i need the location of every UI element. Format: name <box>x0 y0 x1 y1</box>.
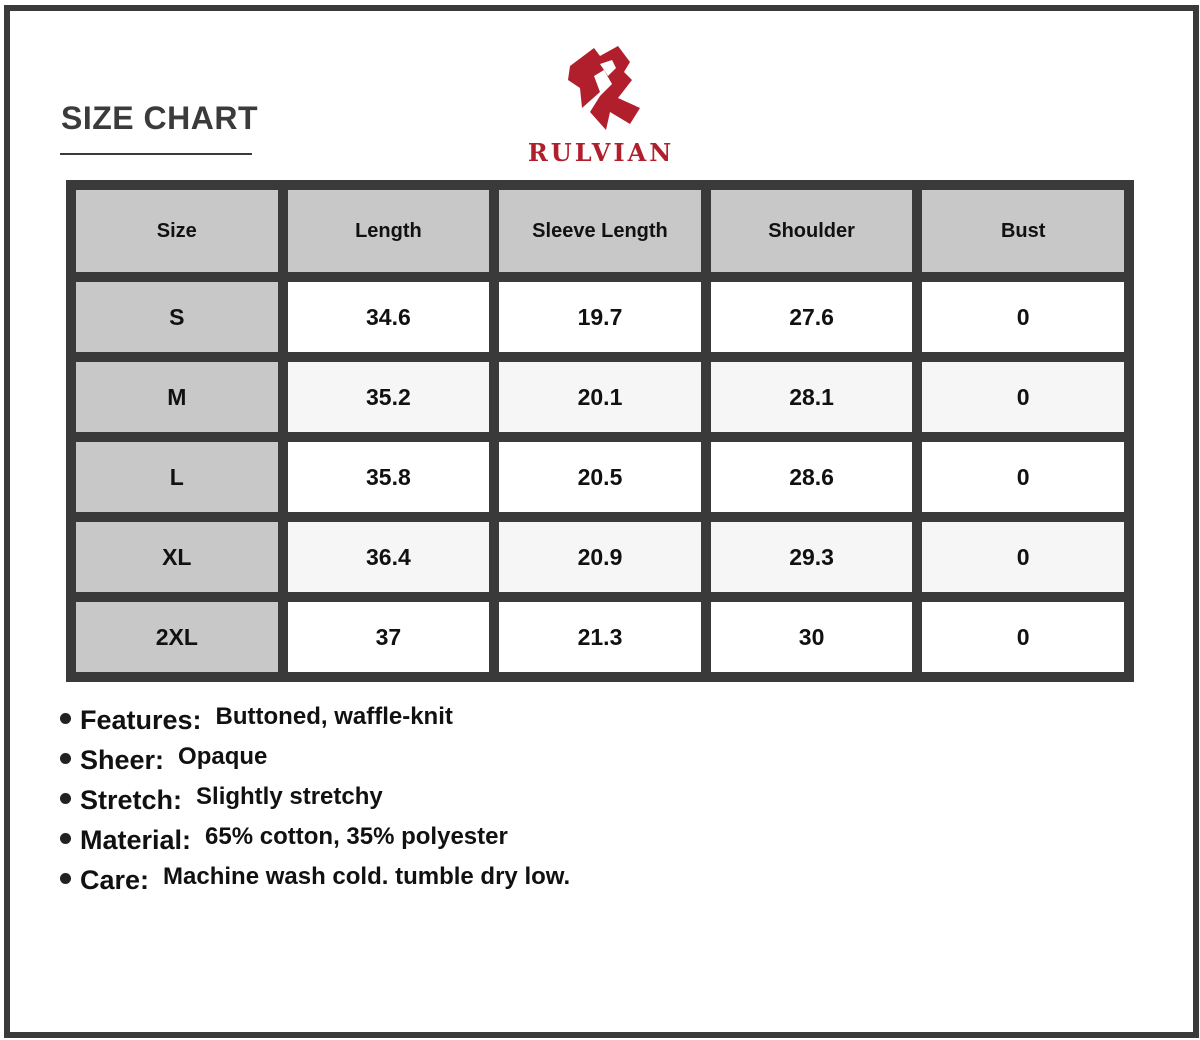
column-header: Size <box>76 190 278 272</box>
detail-value: Slightly stretchy <box>196 783 383 810</box>
sleeve-length-cell: 19.7 <box>499 282 701 352</box>
bust-cell: 0 <box>922 602 1124 672</box>
sleeve-length-cell: 20.9 <box>499 522 701 592</box>
table-row <box>76 282 1124 352</box>
shoulder-cell: 28.1 <box>711 362 913 432</box>
length-cell: 35.2 <box>288 362 490 432</box>
detail-value: 65% cotton, 35% polyester <box>205 823 508 850</box>
bullet-icon <box>60 793 71 804</box>
detail-label: Features: <box>80 704 202 735</box>
page-title: SIZE CHART <box>61 100 258 136</box>
list-item <box>60 820 960 860</box>
detail-label: Care: <box>80 864 150 895</box>
bust-cell: 0 <box>922 522 1124 592</box>
sleeve-length-cell: 21.3 <box>499 602 701 672</box>
shoulder-cell: 30 <box>711 602 913 672</box>
size-cell: L <box>76 442 278 512</box>
list-item <box>60 780 960 820</box>
column-header: Shoulder <box>711 190 913 272</box>
detail-label: Sheer: <box>80 744 165 775</box>
sleeve-length-cell: 20.1 <box>499 362 701 432</box>
bust-cell: 0 <box>922 362 1124 432</box>
bullet-icon <box>60 833 71 844</box>
detail-label: Stretch: <box>80 784 183 815</box>
table-row <box>76 362 1124 432</box>
length-cell: 35.8 <box>288 442 490 512</box>
detail-value: Machine wash cold. tumble dry low. <box>163 863 571 890</box>
detail-value: Buttoned, waffle-knit <box>215 703 453 730</box>
bullet-icon <box>60 873 71 884</box>
table-row <box>76 602 1124 672</box>
shoulder-cell: 28.6 <box>711 442 913 512</box>
rulvian-r-logo-icon <box>560 42 644 136</box>
bust-cell: 0 <box>922 282 1124 352</box>
list-item <box>60 700 960 740</box>
table-header-row <box>76 190 1124 272</box>
table-row <box>76 522 1124 592</box>
brand-name: RULVIAN <box>527 138 675 167</box>
column-header: Length <box>288 190 490 272</box>
detail-label: Material: <box>80 824 192 855</box>
detail-value: Opaque <box>178 743 268 770</box>
bullet-icon <box>60 753 71 764</box>
size-chart-table <box>66 180 1134 682</box>
length-cell: 34.6 <box>288 282 490 352</box>
bullet-icon <box>60 713 71 724</box>
list-item <box>60 740 960 780</box>
length-cell: 36.4 <box>288 522 490 592</box>
bust-cell: 0 <box>922 442 1124 512</box>
column-header: Bust <box>922 190 1124 272</box>
table-row <box>76 442 1124 512</box>
title-underline <box>60 153 252 155</box>
shoulder-cell: 29.3 <box>711 522 913 592</box>
length-cell: 37 <box>288 602 490 672</box>
size-cell: M <box>76 362 278 432</box>
list-item <box>60 860 960 900</box>
sleeve-length-cell: 20.5 <box>499 442 701 512</box>
size-cell: XL <box>76 522 278 592</box>
product-details-list <box>60 700 960 900</box>
shoulder-cell: 27.6 <box>711 282 913 352</box>
column-header: Sleeve Length <box>499 190 701 272</box>
brand-logo <box>520 40 682 165</box>
size-cell: S <box>76 282 278 352</box>
size-cell: 2XL <box>76 602 278 672</box>
